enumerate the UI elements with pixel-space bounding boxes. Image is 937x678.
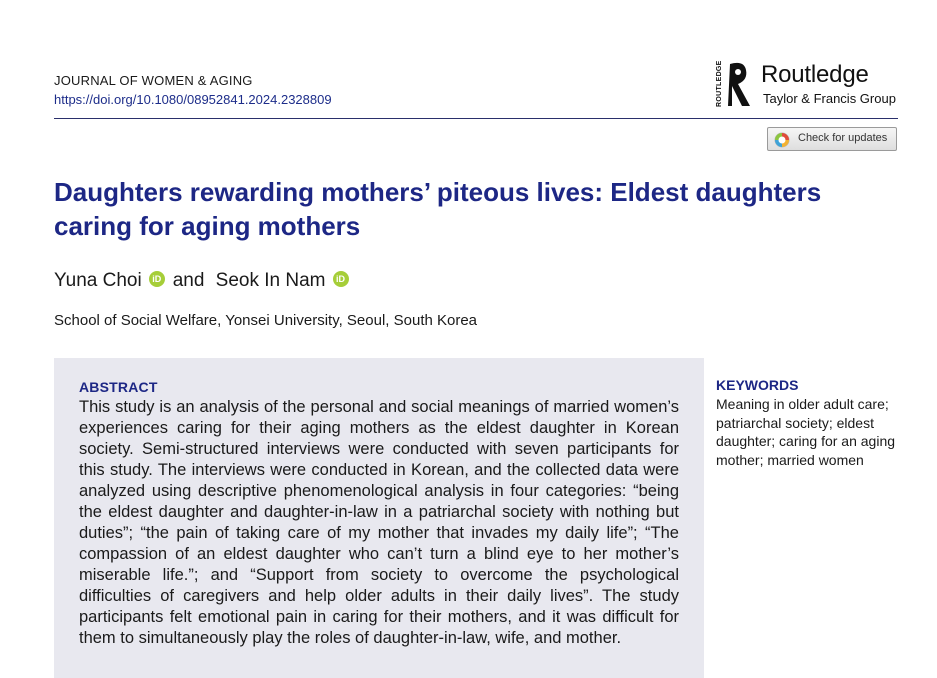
affiliation: School of Social Welfare, Yonsei University, Seoul, South Korea [54,312,478,329]
abstract-text: This study is an analysis of the personal and social meanings of married women’s experiences caring for their aging mothers as the eldest daughter in Korean society. Semi-structured interviews were conducted with seven participants for this study. The interviews were conducted in Korean, and the collected data were analyzed using descriptive phenomenological analysis in four categories: “being the eldest daughter and daughter-in-law in a patriarchal society with nothing but duties”; “the pain of taking care of my mother that invades my daily life”; “The compassion of an eldest daughter who can’t turn a blind eye to her mother’s miserable life.”; and “Support from society to overcome the psychological difficulties of caregivers and help older adults in their daily lives”. The study participants felt emotional pain in caring for their mothers, and it was difficult for them to simultaneously play the roles of daughter-in-law, wife, and mother. [79,398,679,647]
orcid-icon[interactable] [149,271,165,287]
publisher-vertical-text: ROUTLEDGE [716,60,723,108]
article-title: Daughters rewarding mothers’ piteous lives: Eldest daughters caring for aging mothers [54,177,822,241]
crossmark-icon [774,132,790,148]
publisher-name: Routledge [761,61,869,88]
keywords-text: Meaning in older adult care; patriarchal society; eldest daughter; caring for an aging mother; married women [716,396,896,468]
orcid-glyph: iD [336,274,345,284]
publisher-group: Taylor & Francis Group [763,91,896,106]
publisher-logo[interactable] [716,58,906,112]
abstract-panel [54,358,704,678]
doi-link[interactable]: https://doi.org/10.1080/08952841.2024.2328809 [54,92,332,107]
orcid-glyph: iD [152,274,162,284]
author-list [54,270,357,292]
routledge-logo-icon [726,60,756,110]
author-separator: and [172,270,205,291]
check-for-updates-button[interactable] [767,127,897,151]
journal-name: JOURNAL OF WOMEN & AGING [54,73,253,88]
author-name: Yuna Choi [54,270,142,291]
author-name: Seok In Nam [215,270,326,291]
keywords-heading: KEYWORDS [716,377,799,393]
check-for-updates-label: Check for updates [798,132,888,144]
abstract-heading: ABSTRACT [79,379,158,395]
orcid-icon[interactable] [333,271,349,287]
header-divider [54,118,898,119]
